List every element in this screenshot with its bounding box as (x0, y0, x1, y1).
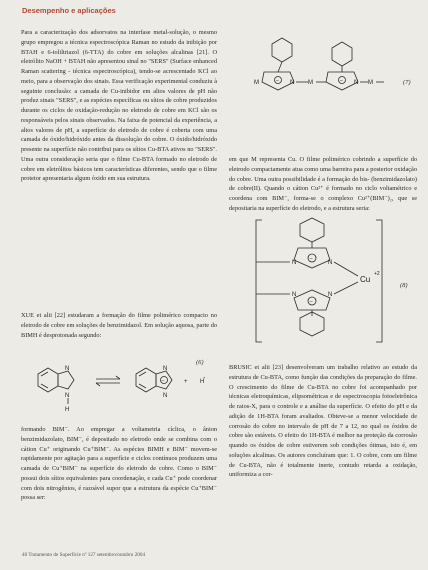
right-paragraph-1: em que M representa Cu. O filme polimérico cobrindo a superfície do eletrodo compactamente atua como uma barreira para a posterior oxidação do cobre. Uma outra possibilidade é a formação do bis- (benzimidazolato) de cobre(II). Quando o cátion Cu²⁺ é formado no ciclo voltamétrico e coordena com BIM⁻, forma-se o complexo Cu²⁺(BIM⁻)₂, que se depositaria na superfície do eletrodo, e a estrutura seria: (229, 156, 417, 212)
equation-number-8: (8) (400, 282, 408, 289)
atom-n-label: N (328, 260, 333, 266)
atom-n-label: N (65, 366, 70, 372)
atom-n-label: N (163, 366, 168, 372)
equation-8-diagram (236, 212, 416, 352)
section-header: Desempenho e aplicações (22, 6, 116, 15)
atom-n-label: N (65, 393, 70, 399)
equation-7-diagram (250, 32, 390, 102)
svg-text:–: – (309, 256, 313, 262)
atom-n-label: N (163, 393, 168, 399)
atom-n-label: N (328, 292, 333, 298)
plus-sign: + (203, 375, 206, 380)
left-paragraph-3: formando BIM⁻. Ao empregar a voltametria cíclica, o ânion benzimidazolato, BIM⁻, é depositado no eletrodo onde se combina com o cátion Cu⁺ originando Cu⁺BIM⁻. As espécies BIMH e BIM⁻ movem-se rapidamente por agitação para a superfície e ciclos contínuos produzem uma camada de Cu⁺BIM⁻ na superfície do eletrodo de cobre. Como o BIM⁻ possui dois sítios equivalentes para coordenação, e cada Cu⁺ pode coordenar com dois nitrogênios, é razoável supor que a estrutura da espécie Cu⁺BIM⁻ possa ser: (21, 426, 217, 502)
atom-m-label: M (368, 80, 373, 86)
atom-n-label: N (292, 260, 297, 266)
page-footer: 40 Tratamento de Superfície nº 127 setembro/outubro 2004 (22, 552, 146, 558)
left-paragraph-1: Para a caracterização dos adsorvatos na interfase metal-solução, o mesmo grupo empregou a técnica espectroscópica Raman no estudo da inibição por BTAH e 6-toliltriazol (6-TTA) do cobre em soluções alcalinas [21]. O eletrólito NaOH + BTAH não apresentou sinal no "SERS" (Surface enhanced Raman scattering - técnica espectroscópica), tendo-se acrescentado KCl ao meio, para a observação dos sinais. Essa verificação experimental conduziu à seguinte conclusão: a camada de Cu-inibidor em altos valores de pH não produz sinais "SERS", e as espécies específicas ou sítios de cobre produzidos durante os ciclos de oxidação-redução no eletrodo de cobre em KCl são os responsáveis pelos sinais observados. Na faixa de potencial da experiência, a altos valores de pH, a superfície do eletrodo de cobre é coberta com uma camada de óxido/hidróxido antes da dissolução do cobre. O óxido/hidróxido presente na superfície não contribui para os sítios Cu-BTA ativos no "SERS". Uma outra consideração seria que o filme Cu-BTA formado no eletrodo de cobre em eletrólitos básicos tem características diferentes, sendo que o filme protetor apresentaria algum óxido em sua estrutura. (21, 29, 217, 183)
svg-text:–: – (340, 78, 343, 84)
cu-label: Cu (360, 275, 371, 284)
plus-sign: + (184, 379, 188, 385)
atom-n-label: N (292, 292, 297, 298)
svg-text:–: – (309, 299, 313, 305)
atom-h-label: H (200, 379, 205, 385)
svg-text:–: – (276, 78, 279, 84)
atom-m-label: M (308, 80, 313, 86)
equation-number-6: (6) (196, 359, 204, 366)
atom-n-label: N (290, 80, 295, 86)
left-paragraph-2: XUE et alii [22] estudaram a formação do filme polimérico compacto no eletrodo de cobre em soluções de benzimidazol. Em solução aquosa, parte do BIMH é desprotonada segundo: (21, 312, 217, 339)
right-paragraph-2: BRUSIC et alii [23] desenvolveram um trabalho relativo ao estudo da estrutura de Cu-BTA, como função das condições da preparação do filme. O crescimento do filme de Cu-BTA no cobre foi acompanhado por técnicas eletroquímicas, elipsométricas e de espectroscopia fotoeletrônica de raios-X, para o controle e a análise da superfície. O efeito do pH e da adição de 1H-BTA foram avaliados. Obteve-se a menor velocidade de corrosão do cobre no intervalo de pH de 7 a 12, no qual os óxidos de cobre são estáveis. O efeito do 1H-BTA é melhor na proteção da corrosão quando os óxidos de cobre estiverem sob condições ótimas, isto é, em soluções alcalinas. Os autores concluíram que: 1. O cobre, com um filme de Cu-BTA, não é totalmente inerte, contudo retarda a oxidação, uniformiza a cor- (229, 364, 417, 479)
atom-m-label: M (254, 80, 259, 86)
atom-n-label: N (354, 80, 359, 86)
minus-sign: – (161, 378, 165, 384)
charge-label: +2 (374, 271, 380, 277)
equation-6-diagram (24, 360, 220, 414)
atom-h-label: H (65, 407, 70, 413)
equation-number-7: (7) (403, 79, 411, 86)
